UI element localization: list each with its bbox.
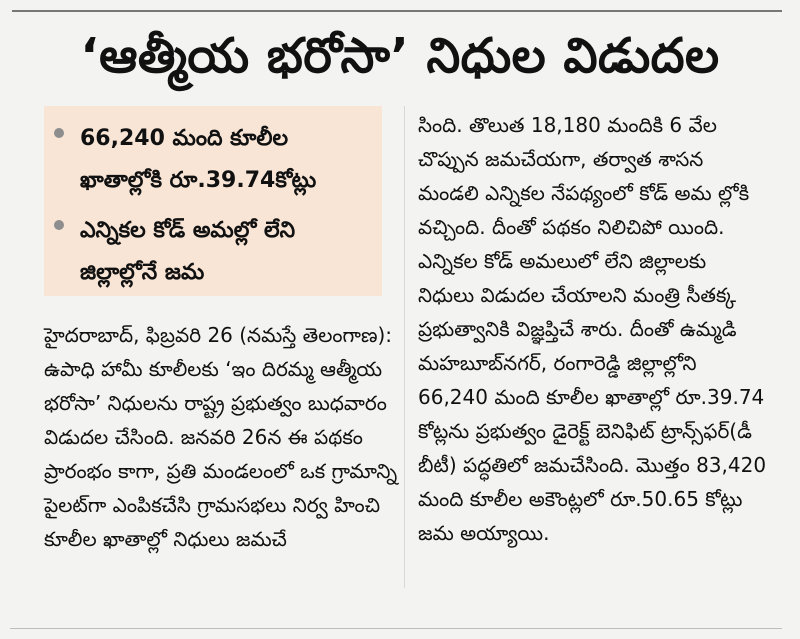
- headline: ‘ఆత్మీయ భరోసా’ నిధుల విడుదల: [80, 28, 720, 84]
- highlight-text: ఎన్నికల కోడ్ అమల్లో లేని జిల్లాల్లోనే జమ: [80, 218, 296, 285]
- bottom-rule: [10, 628, 782, 629]
- bullet-dot-icon: [54, 128, 64, 138]
- highlight-box: [44, 106, 382, 296]
- highlight-item: [54, 210, 374, 294]
- article-text-left: హైదరాబాద్, ఫిబ్రవరి 26 (నమస్తే తెలంగాణ): ఉపాధి హామీ కూలీలకు ‘ఇం దిరమ్మ ఆత్మీయ భరోసా’ నిధులను రాష్ట్ర ప్రభుత్వం బుధవారం విడుదల చేసింది. జనవరి 26న ఈ పథకం ప్రారంభం కాగా, ప్రతి మండలంలో ఒక గ్రామాన్ని పైలట్‌గా ఎంపికచేసి గ్రామసభలు నిర్వ హించి కూలీల ఖాతాల్లో నిధులు జమచే: [44, 323, 398, 551]
- top-rule: [12, 0, 782, 12]
- article-text-right: సింది. తొలుత 18,180 మందికి 6 వేల చొప్పున జమచేయగా, తర్వాత శాసన మండలి ఎన్నికల నేపథ్యంలో కోడ్ అమ ల్లోకి వచ్చింది. దీంతో పథకం నిలిచిపో యింది. ఎన్నికల కోడ్ అమలులో లేని జిల్లాలకు నిధులు విడుదల చేయాలని మంత్రి సీతక్క ప్రభుత్వానికి విజ్ఞప్తిచే శారు. దీంతో ఉమ్మడి మహబూబ్‌నగర్, రంగారెడ్డి జిల్లాల్లోని 66,240 మంది కూలీల ఖాతాల్లో రూ.39.74 కోట్లను ప్రభుత్వం డైరెక్ట్ బెనిఫిట్ ట్రాన్స్‌ఫర్(డీ బీటీ) పద్ధతిలో జమచేసింది. మొత్తం 83,420 మంది కూలీల అకౌంట్లలో రూ.50.65 కోట్లు జమ అయ్యాయి.: [418, 113, 767, 545]
- column-divider: [404, 106, 405, 588]
- bullet-dot-icon: [54, 220, 64, 230]
- highlight-text: 66,240 మంది కూలీల ఖాతాల్లోకి రూ.39.74కోట్లు: [80, 126, 317, 193]
- left-column: [44, 106, 400, 556]
- highlight-item: [54, 118, 374, 202]
